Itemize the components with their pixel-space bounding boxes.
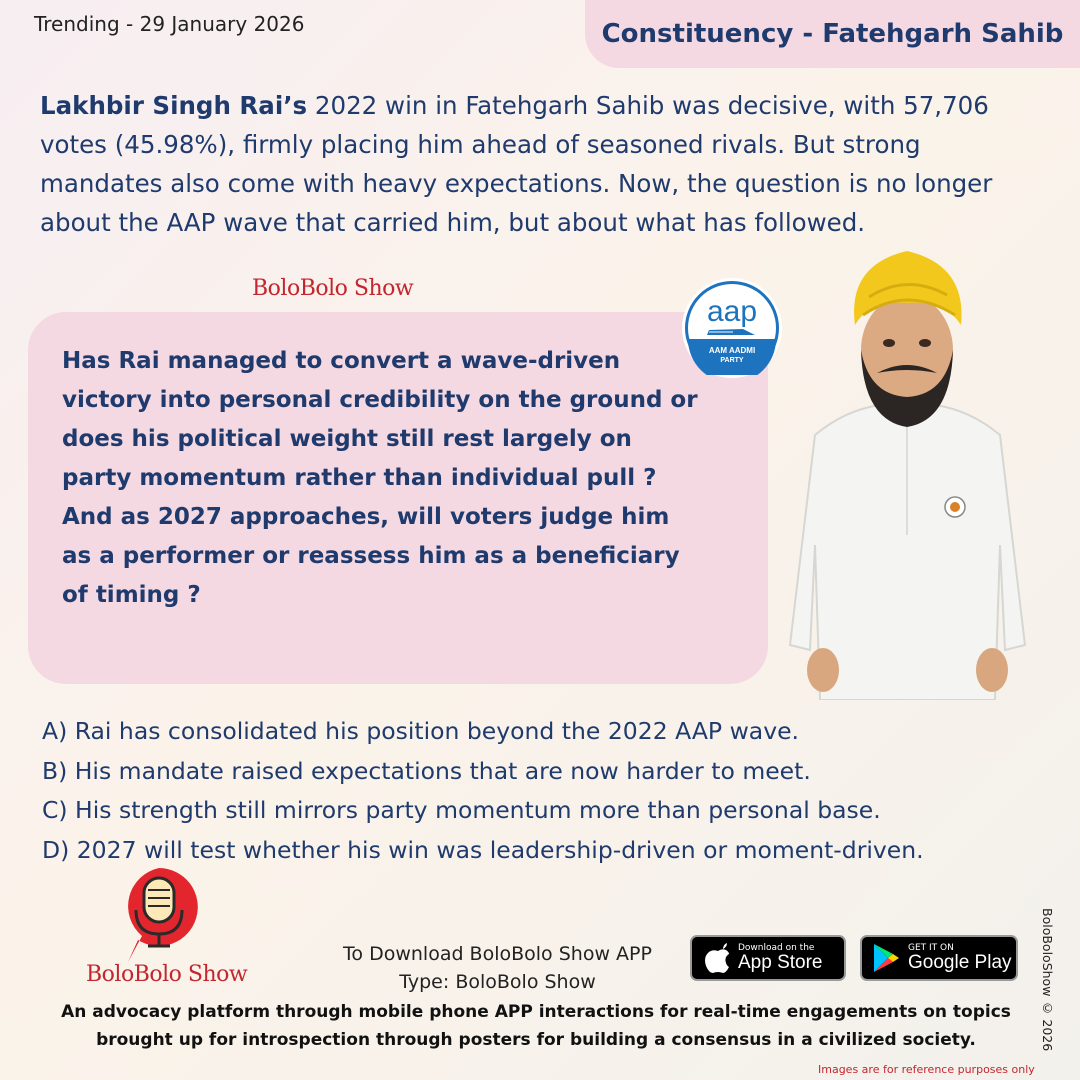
aap-logo-graphic (685, 281, 779, 375)
app-store-button[interactable] (690, 935, 846, 981)
download-instructions (320, 940, 675, 996)
app-store-small-text: Download on the (738, 943, 815, 953)
option-d[interactable]: D) 2027 will test whether his win was leadership-driven or moment-driven. (42, 835, 924, 864)
app-store-label: App Store (738, 952, 823, 973)
download-line-2: Type: BoloBolo Show (399, 971, 596, 993)
google-play-label: Google Play (908, 952, 1012, 973)
aap-party-logo (682, 278, 782, 378)
constituency-banner: Constituency - Fatehgarh Sahib (585, 0, 1080, 68)
google-play-small-text: GET IT ON (908, 943, 954, 953)
copyright-notice: BoloBoloShow © 2026 (1040, 908, 1055, 1052)
trending-date: Trending - 29 January 2026 (34, 12, 305, 36)
brand-wordmark: BoloBolo Show (252, 276, 414, 301)
aap-abbr: aap (706, 295, 758, 328)
option-a[interactable]: A) Rai has consolidated his position beyond the 2022 AAP wave. (42, 717, 800, 745)
candidate-name: Lakhbir Singh Rai’s (40, 91, 308, 120)
question-text (62, 342, 702, 615)
google-play-button[interactable] (860, 935, 1018, 981)
question-part-2: And as 2027 approaches, will voters judge him as a performer or reassess him as a beneficiary of timing ? (62, 504, 680, 608)
option-c[interactable]: C) His strength still mirrors party momentum more than personal base. (42, 796, 881, 824)
image-disclaimer: Images are for reference purposes only (818, 1063, 1035, 1076)
microphone-icon (118, 866, 200, 966)
intro-paragraph (40, 86, 1040, 242)
google-play-icon (872, 943, 900, 973)
option-b[interactable]: B) His mandate raised expectations that are now harder to meet. (42, 756, 811, 785)
platform-tagline: An advocacy platform through mobile phone APP interactions for real-time engagements on topics brought up for introspection through posters for building a consensus in a civilized society. (61, 1002, 1011, 1050)
intro-text: 2022 win in Fatehgarh Sahib was decisive, with 57,706 votes (45.98%), firmly placing him ahead of seasoned rivals. But strong mandates also come with heavy expectations. Now, the question is no longer about the AAP wave that carried him, but about what has followed. (40, 91, 993, 237)
candidate-portrait (785, 245, 1030, 700)
aap-line-2: PARTY (720, 357, 744, 364)
download-line-1: To Download BoloBolo Show APP (343, 943, 652, 965)
apple-icon (704, 942, 732, 974)
footer-brand-wordmark: BoloBolo Show (86, 962, 248, 987)
aap-line-1: AAM AADMI (708, 346, 756, 355)
question-part-1: Has Rai managed to convert a wave-driven victory into personal credibility on the ground or does his political weight still rest largely on party momentum rather than individual pull ? (62, 348, 698, 491)
answer-options (42, 712, 1052, 870)
